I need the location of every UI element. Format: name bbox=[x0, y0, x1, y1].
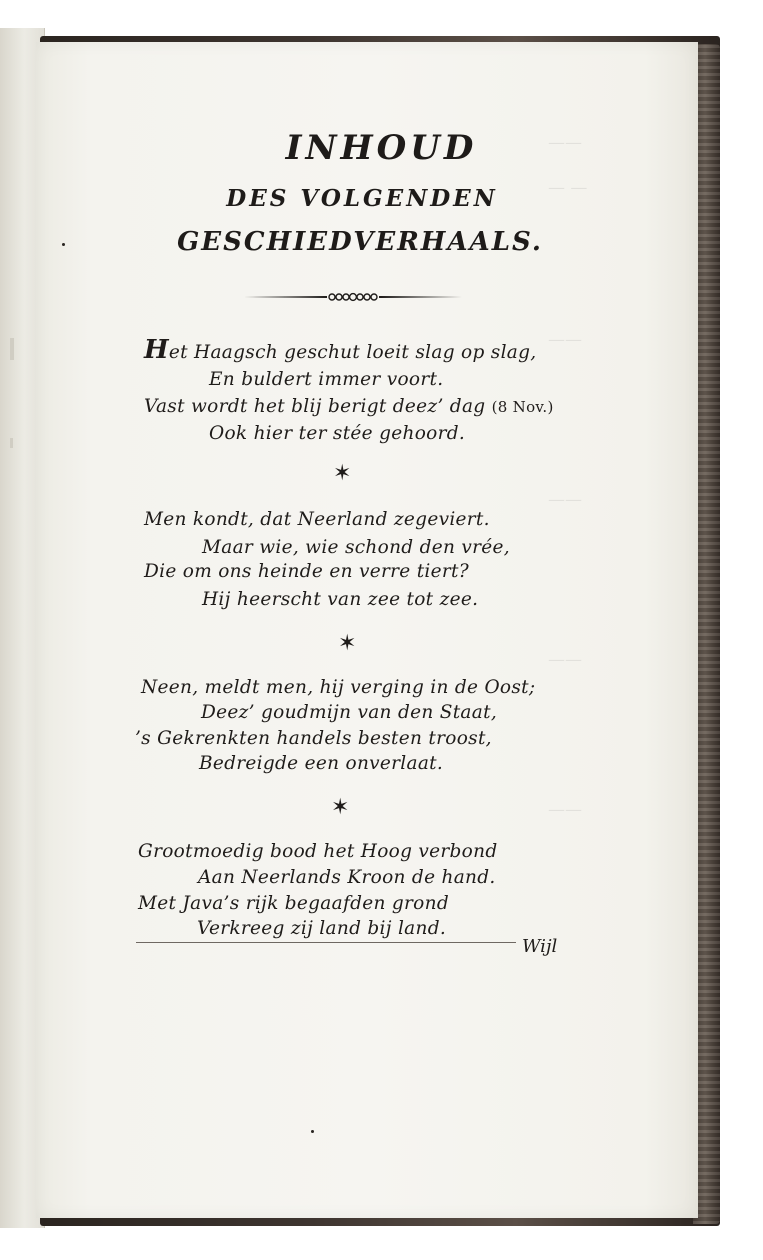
verse-line bbox=[144, 335, 536, 365]
page-subtitle: DES VOLGENDEN bbox=[226, 185, 498, 212]
verse-line: Maar wie, wie schond den vrée, bbox=[202, 537, 510, 558]
catchword: Wijl bbox=[522, 936, 558, 957]
show-through: —— bbox=[548, 800, 582, 820]
ornament-divider-icon bbox=[242, 291, 464, 303]
facing-page-mark bbox=[10, 438, 13, 448]
verse-line: Bedreigde een onverlaat. bbox=[199, 753, 444, 774]
show-through: —— bbox=[548, 330, 582, 350]
facing-page-mark bbox=[10, 338, 14, 360]
ink-speck bbox=[311, 1130, 314, 1133]
show-through: —— bbox=[548, 133, 582, 153]
verse-line-text: et Haagsch geschut loeit slag op slag, bbox=[168, 342, 537, 363]
star-separator-icon: ✶ bbox=[338, 631, 357, 656]
star-separator-icon: ✶ bbox=[331, 795, 350, 820]
verse-line: Met Java’s rijk begaafden grond bbox=[138, 893, 449, 914]
show-through: —— bbox=[548, 490, 582, 510]
verse-line: Neen, meldt men, hij verging in de Oost; bbox=[141, 677, 536, 698]
drop-cap: H bbox=[144, 335, 169, 365]
book-page bbox=[36, 42, 698, 1218]
verse-line: Men kondt, dat Neerland zegeviert. bbox=[144, 509, 490, 530]
verse-line: Ook hier ter stée gehoord. bbox=[209, 423, 466, 444]
show-through: — — bbox=[548, 178, 588, 198]
verse-line: En buldert immer voort. bbox=[209, 369, 444, 390]
verse-line: ’s Gekrenkten handels besten troost, bbox=[135, 728, 492, 749]
verse-line: Die om ons heinde en verre tiert? bbox=[144, 561, 469, 582]
star-separator-icon: ✶ bbox=[333, 461, 352, 486]
page-subtitle-2: GESCHIEDVERHAALS. bbox=[177, 227, 543, 257]
show-through: —— bbox=[548, 650, 582, 670]
verse-line: Verkreeg zij land bij land. bbox=[197, 918, 447, 939]
verse-line: Aan Neerlands Kroon de hand. bbox=[198, 867, 496, 888]
verse-line-text: Vast wordt het blij berigt deez’ dag bbox=[144, 396, 486, 417]
margin-note: (8 Nov.) bbox=[491, 398, 554, 416]
footer-rule bbox=[136, 942, 516, 943]
verse-line: Grootmoedig bood het Hoog verbond bbox=[138, 841, 498, 862]
verse-line bbox=[144, 396, 554, 417]
page-title: INHOUD bbox=[285, 128, 478, 168]
verse-line: Deez’ goudmijn van den Staat, bbox=[201, 702, 498, 723]
verse-line: Hij heerscht van zee tot zee. bbox=[202, 589, 479, 610]
